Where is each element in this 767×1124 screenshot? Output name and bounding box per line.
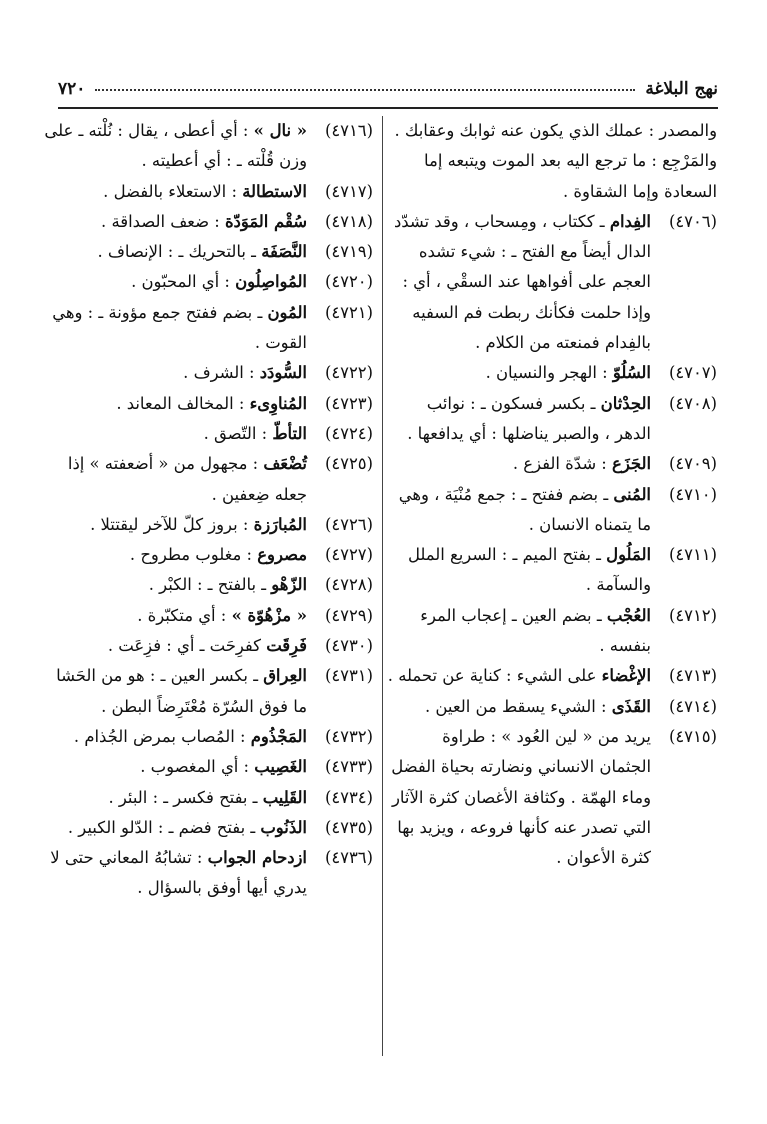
page-header [58,72,718,106]
definition-text: ـ بضم ففتح جمع مؤونة ـ : وهي القوت . [52,302,307,353]
footnote-number: (٤٧٣٥) [324,817,373,837]
headword: المُبارَزة [253,514,307,534]
footnote-number: (٤٧٣٤) [324,787,373,807]
footnote-number: (٤٧١٩) [324,242,373,262]
headword: الذَنُوب [260,817,307,837]
definition-text: : تشابُهُ المعاني حتى لا يدري أيها أوفق بالسؤال . [50,848,307,898]
footnote-number: (٤٧٢٢) [324,363,373,383]
definition-text: ـ بضم العين ـ إعجاب المرء بنفسه . [420,605,651,656]
footnote-number: (٤٧٠٩) [668,454,717,474]
footnote-entry [43,540,373,570]
footnote-number: (٤٧٣٦) [324,848,373,868]
definition-text: ـ بفتح الميم ـ : السريع الملل والسآمة . [407,545,651,595]
footnote-number: (٤٧٢٣) [324,393,373,413]
definition-text: : مغلوب مطروح . [129,545,253,565]
definition-text: ـ بفتح فكسر ـ : البئر . [108,787,258,807]
footnote-entry [43,389,373,419]
definition-text: : مجهول من « أضعفته » إذا جعله ضِعفين . [67,454,307,504]
footnote-entry [43,752,373,782]
definition-text: : بروز كلّ للآخر ليقتتلا . [90,514,249,534]
definition-text: : أي متكبّرة . [137,605,227,625]
footnote-number: (٤٧١٦) [324,121,373,140]
footnote-entry [387,661,717,691]
footnote-number: (٤٧٢٤) [324,423,373,443]
footnote-entry [387,207,717,358]
footnote-entry [43,116,373,177]
footnote-entry [43,661,373,722]
footnote-number: (٤٧٢٠) [324,272,373,292]
footnote-entry [43,722,373,752]
footnote-number: (٤٧٠٨) [668,393,717,413]
headword: المَجْذُوم [250,726,307,746]
definition-text: ـ ككتاب ، ومِسحاب ، وقد تشدّد الدال أيضاً مع الفتح ـ : شيء تشده العجم على أفواهها عند السقْي ، أي : وإذا حلمت فكأنك ربطت فم السفيه بالفِدام فمنعته من الكلام . [393,211,651,353]
running-title: نهج البلاغة [645,79,718,99]
definition-text: : أي المحبّون . [131,272,230,292]
headword: الزّهْو [271,575,307,595]
footnote-number: (٤٧١١) [668,545,717,565]
footnote-entry [387,480,717,541]
footnote-entry [43,601,373,631]
footnote-entry [387,601,717,662]
definition-text: ـ بالتحريك ـ : الإنصاف . [97,242,256,262]
headword: الحِدْثان [600,393,651,413]
footnote-number: (٤٧٣١) [324,666,373,686]
headword: النَّصَفَة [261,242,307,262]
footnote-number: (٤٧١٧) [324,181,373,201]
definition-text: : شدّة الفزع . [512,454,607,474]
footnote-entry [43,783,373,813]
footnote-number: (٤٧٢١) [324,302,373,322]
footnote-entry [387,540,717,601]
footnote-number: (٤٧٢٩) [324,605,373,625]
headword: ازدحام الجواب [207,848,307,868]
footnote-entry [43,267,373,297]
definition-text: ـ بضم ففتح ـ : جمع مُنْيَة ، وهي ما يتمناه الانسان . [398,484,651,534]
headword: المُون [267,302,307,322]
footnote-entry [387,358,717,388]
footnote-number: (٤٧٢٧) [324,545,373,565]
headword: سُقْم المَوَدّة [224,211,307,231]
definition-text: ـ بالفتح ـ : الكبْر . [148,575,267,595]
definition-text: ـ بكسر فسكون ـ : نوائب الدهر ، والصبر يناضلها : أي يدافعها . [407,393,651,443]
definition-text: : المخالف المعاند . [116,393,245,413]
definition-text: : الاستعلاء بالفضل . [103,181,237,201]
headword: المُواصِلُون [235,272,307,292]
footnote-number: (٤٧٣٠) [324,636,373,656]
headword: المَلُول [606,545,651,565]
footnote-number: (٤٧٣٣) [324,757,373,777]
footnote-number: (٤٧٢٦) [324,514,373,534]
footnote-entry [43,358,373,388]
footnote-number: (٤٧٠٦) [668,211,717,231]
left-column [43,116,373,904]
footnote-entry [43,510,373,540]
footnote-number: (٤٧١٠) [668,484,717,504]
headword: المُنى [613,484,651,504]
headword: السُلُوّ [612,363,651,383]
footnote-number: (٤٧٢٥) [324,454,373,474]
definition-text: : المُصاب بمرض الجُذام . [73,726,246,746]
footnote-entry [387,116,717,207]
headword: الغَصِيب [254,757,307,777]
footnote-entry [43,570,373,600]
definition-text: : ضعف الصداقة . [101,211,220,231]
footnote-number: (٤٧٠٧) [668,363,717,383]
headword: السُّودَد [259,363,307,383]
footnote-number: (٤٧١٨) [324,211,373,231]
footnote-number: (٤٧٢٨) [324,575,373,595]
headword: الفِدام [609,211,651,231]
footnote-entry [387,389,717,450]
headword: القَذَى [611,696,651,716]
definition-text: والمصدر : عملك الذي يكون عنه ثوابك وعقابك . والمَرْجِع : ما ترجع اليه بعد الموت ويتبعه إما السعادة وإما الشقاوة . [394,121,717,201]
footnote-number: (٤٧١٣) [668,666,717,686]
footnote-entry [387,722,717,873]
headword: التأطّ [272,423,307,443]
footnote-entry [387,692,717,722]
headword: « مزْهُوّة » [231,605,307,625]
header-dotted-leader [95,88,635,91]
header-rule [58,107,718,109]
headword: الجَزَع [612,454,651,474]
definition-text: : الشيء يسقط من العين . [425,696,607,716]
headword: المُناوِىء [249,393,307,413]
headword: العِراق [263,666,307,686]
headword: العُجْب [606,605,651,625]
footnote-number: (٤٧١٢) [668,605,717,625]
definition-text: : الهجر والنسيان . [485,363,608,383]
headword: فَرِقَت [266,636,307,656]
headword: تُضْعَف [263,454,307,474]
footnote-number: (٤٧٣٢) [324,726,373,746]
definition-text: على الشيء : كناية عن تحمله . [387,666,597,686]
definition-text: يريد من « لين العُود » : طراوة الجثمان الانساني ونضارته بحياة الفضل وماء الهمّة . وكثافة الأغصان كثرة الآثار التي تصدر عنه كأنها فروعه ، ويزيد بها كثرة الأعوان . [391,726,651,868]
headword: « نال » [253,121,307,140]
headword: الاستطالة [242,181,307,201]
definition-text: : أي أعطى ، يقال : نُلْته ـ على وزن قُلْته ـ : أي أعطيته . [44,121,307,171]
footnote-entry [43,207,373,237]
footnote-entry [43,237,373,267]
definition-text: : الشرف . [183,363,255,383]
footnote-number: (٤٧١٤) [668,696,717,716]
headword: القَلِيب [262,787,307,807]
definition-text: ـ بفتح فضم ـ : الدّلو الكبير . [67,817,256,837]
footnote-entry [43,449,373,510]
footnote-number: (٤٧١٥) [668,726,717,746]
footnote-entry [43,813,373,843]
footnote-entry [43,177,373,207]
column-divider [382,116,383,1056]
page-number: ٧٢٠ [58,79,86,99]
definition-text: ـ بكسر العين ـ : هو من الحَشا ما فوق السُرّة مُعْتَرِضاً البطن . [56,666,307,716]
headword: الإغْضاء [601,666,651,686]
footnote-entry [43,631,373,661]
footnote-entry [387,449,717,479]
right-column [387,116,717,873]
definition-text: : التّصق . [203,423,268,443]
headword: مصروع [257,545,307,565]
footnote-entry [43,843,373,904]
definition-text: : أي المغصوب . [140,757,250,777]
footnote-entry [43,419,373,449]
footnote-entry [43,298,373,359]
definition-text: كفرِحَت ـ أي : فزِعَت . [107,636,261,656]
